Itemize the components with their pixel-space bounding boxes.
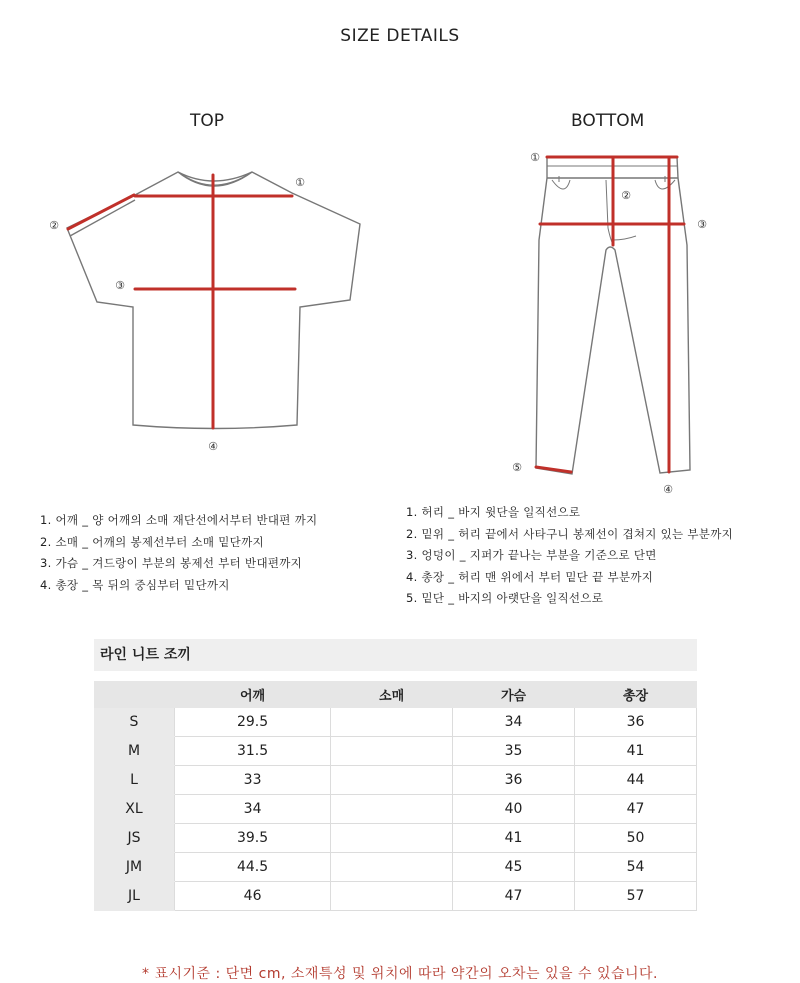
- marker-4: ④: [208, 440, 218, 453]
- value-cell: 50: [575, 824, 697, 853]
- page-title: SIZE DETAILS: [340, 26, 460, 46]
- value-cell: 41: [575, 737, 697, 766]
- value-cell: [331, 882, 453, 911]
- value-cell: 57: [575, 882, 697, 911]
- bottom-note: 4. 총장 _ 허리 맨 위에서 부터 밑단 끝 부분까지: [406, 569, 654, 584]
- table-header-row: [94, 681, 697, 708]
- bottom-note: 2. 밑위 _ 허리 끝에서 사타구니 봉제선이 겹쳐지 있는 부분까지: [406, 526, 734, 541]
- value-cell: 41: [453, 824, 575, 853]
- table-header-cell: 어깨: [175, 681, 331, 708]
- pants-measure-lines: [536, 157, 684, 472]
- value-cell: 36: [575, 708, 697, 737]
- bottom-note: 3. 엉덩이 _ 지퍼가 끝나는 부분을 기준으로 단면: [406, 548, 657, 562]
- value-cell: 54: [575, 853, 697, 882]
- value-cell: 40: [453, 795, 575, 824]
- bottom-note: 1. 허리 _ 바지 윗단을 일직선으로: [406, 505, 581, 519]
- size-cell: L: [94, 766, 175, 795]
- value-cell: 44.5: [175, 853, 331, 882]
- marker-1: ①: [530, 151, 540, 164]
- table-row: [94, 766, 697, 795]
- marker-5: ⑤: [512, 461, 522, 474]
- table-header-cell: 가슴: [453, 681, 575, 708]
- value-cell: 44: [575, 766, 697, 795]
- marker-2: ②: [49, 219, 59, 232]
- table-row: [94, 737, 697, 766]
- value-cell: 46: [175, 882, 331, 911]
- value-cell: 29.5: [175, 708, 331, 737]
- value-cell: 47: [575, 795, 697, 824]
- value-cell: [331, 708, 453, 737]
- value-cell: 31.5: [175, 737, 331, 766]
- top-note: 1. 어깨 _ 양 어깨의 소매 재단선에서부터 반대편 까지: [40, 513, 318, 527]
- size-cell: JS: [94, 824, 175, 853]
- top-note: 2. 소매 _ 어깨의 봉제선부터 소매 밑단까지: [40, 534, 264, 549]
- table-header-cell: 소매: [331, 681, 453, 708]
- bottom-section-label: BOTTOM: [571, 111, 645, 131]
- top-measure-notes: [40, 510, 317, 596]
- value-cell: 34: [453, 708, 575, 737]
- marker-3: ③: [115, 279, 125, 292]
- table-row: [94, 708, 697, 737]
- marker-2: ②: [621, 189, 631, 202]
- pants-markers: [512, 151, 707, 496]
- table-header-cell: 총장: [575, 681, 697, 708]
- value-cell: [331, 737, 453, 766]
- size-cell: JM: [94, 853, 175, 882]
- marker-4: ④: [663, 483, 673, 496]
- measurement-footnote: * 표시기준 : 단면 cm, 소재특성 및 위치에 따라 약간의 오차는 있을 수 있습니다.: [142, 966, 658, 982]
- bottom-note: 5. 밑단 _ 바지의 아랫단을 일직선으로: [406, 591, 604, 605]
- value-cell: 36: [453, 766, 575, 795]
- value-cell: 34: [175, 795, 331, 824]
- table-row: [94, 824, 697, 853]
- size-table: [94, 681, 697, 911]
- size-cell: XL: [94, 795, 175, 824]
- value-cell: 47: [453, 882, 575, 911]
- value-cell: 39.5: [175, 824, 331, 853]
- table-row: [94, 795, 697, 824]
- table-row: [94, 882, 697, 911]
- size-cell: M: [94, 737, 175, 766]
- value-cell: 45: [453, 853, 575, 882]
- table-header-cell: [94, 681, 175, 708]
- size-cell: S: [94, 708, 175, 737]
- value-cell: 33: [175, 766, 331, 795]
- top-section-label: TOP: [190, 111, 225, 131]
- value-cell: 35: [453, 737, 575, 766]
- product-name-bar: 라인 니트 조끼: [94, 639, 697, 671]
- bottom-measure-notes: [406, 502, 733, 610]
- size-cell: JL: [94, 882, 175, 911]
- top-note: 4. 총장 _ 목 뒤의 중심부터 밑단까지: [40, 577, 230, 592]
- top-note: 3. 가슴 _ 겨드랑이 부분의 봉제선 부터 반대편까지: [40, 556, 303, 570]
- value-cell: [331, 795, 453, 824]
- marker-3: ③: [697, 218, 707, 231]
- marker-1: ①: [295, 176, 305, 189]
- table-row: [94, 853, 697, 882]
- value-cell: [331, 824, 453, 853]
- value-cell: [331, 766, 453, 795]
- value-cell: [331, 853, 453, 882]
